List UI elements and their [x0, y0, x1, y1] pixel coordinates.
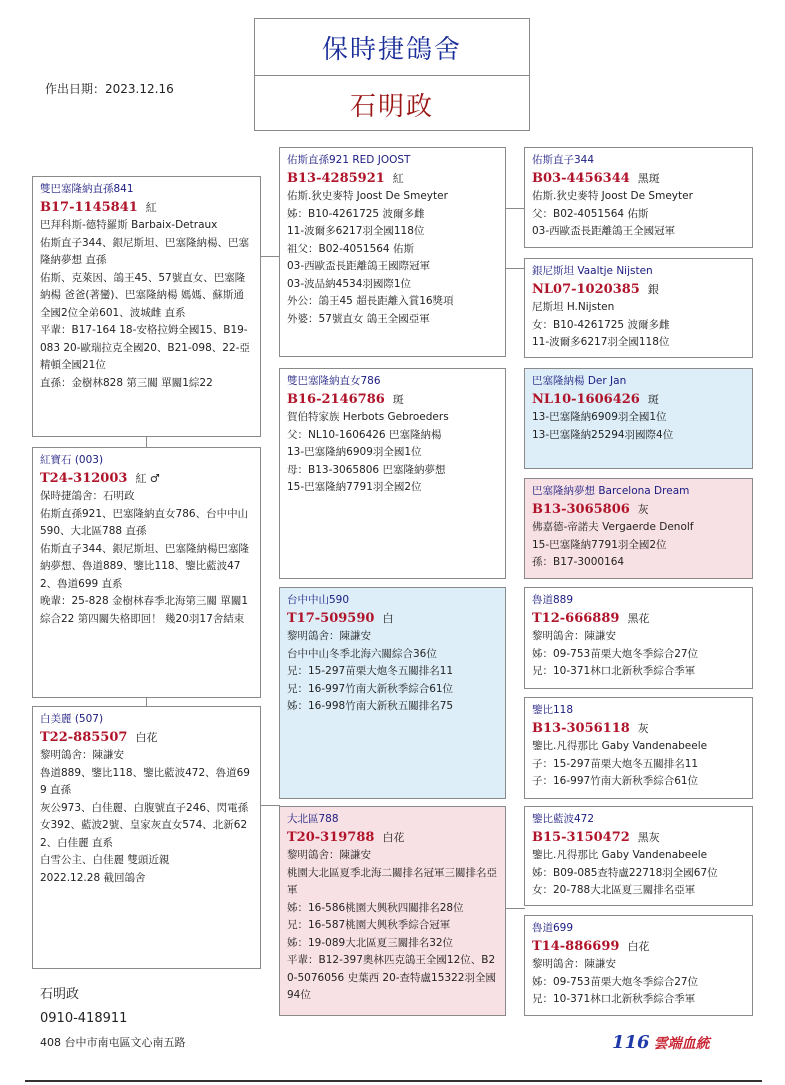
card-line: 尼斯坦 H.Nijsten	[532, 301, 615, 313]
card-line: 保時捷鴿舍：石明政	[40, 490, 135, 502]
footer-phone: 0910-418911	[40, 1011, 128, 1026]
sss-card	[524, 147, 753, 248]
card-line: 兄：10-371林口北新秋季綜合季軍	[532, 665, 696, 677]
feather-color: 黑花	[627, 611, 650, 625]
card-line: 女：20-788大北區夏三關排名亞軍	[532, 884, 696, 896]
card-line: 15-巴塞隆納7791羽全國2位	[287, 481, 422, 493]
sdd-card	[524, 478, 753, 579]
ring-row	[532, 610, 746, 629]
ring-row	[40, 199, 254, 218]
ring-row	[532, 720, 746, 739]
dsd-card	[524, 697, 753, 799]
feather-color: 白花	[627, 939, 650, 953]
connector-ss-ssd	[505, 268, 525, 269]
card-line: 鑒比.凡得那比 Gaby Vandenabeele	[532, 849, 708, 861]
card-heading: 大北區788	[287, 813, 339, 825]
ssd-card	[524, 258, 753, 358]
ring-row	[532, 938, 746, 957]
footer-name: 石明政	[40, 987, 80, 1002]
card-line: 賀伯特家族 Herbots Gebroeders	[287, 411, 449, 423]
card-heading: 雙巴塞隆納直女786	[287, 375, 381, 387]
card-line: 03-西歐盃長距離鴿王國際冠軍	[287, 260, 431, 272]
card-line: 子：15-297苗栗大炮冬五關排名11	[532, 757, 699, 770]
card-line: 母：B13-3065806 巴塞隆納夢想	[287, 463, 446, 476]
card-heading: 鑒比118	[532, 704, 574, 716]
ring-row	[532, 281, 746, 300]
card-line: 黎明鴿舍：陳謙安	[287, 630, 371, 642]
sire-card	[32, 176, 261, 437]
card-line: 台中中山冬季北海六關綜合36位	[287, 647, 437, 660]
card-heading: 佑斯直子344	[532, 154, 595, 166]
card-line: 03-波品納4534羽國際1位	[287, 277, 412, 290]
ring-number: T12-666889	[532, 610, 620, 626]
logo-text: 雲端血統	[653, 1036, 710, 1052]
dds-card	[524, 806, 753, 906]
card-line: 姊：19-089大北區夏三關排名32位	[287, 936, 454, 949]
feather-color: 黑斑	[637, 171, 660, 185]
ring-row	[287, 610, 499, 629]
card-line: 鑒比.凡得那比 Gaby Vandenabeele	[532, 740, 708, 752]
ring-row	[287, 391, 499, 410]
card-line: 白雪公主、白佳麗 雙頭近親	[40, 854, 170, 866]
card-line: 兄：15-297苗栗大炮冬五關排名11	[287, 665, 454, 677]
title-block	[254, 18, 530, 131]
ring-number: NL10-1606426	[532, 391, 640, 407]
card-line: 11-波爾多6217羽全國118位	[532, 336, 670, 348]
bottom-rule	[25, 1080, 762, 1082]
card-heading: 魯道889	[532, 594, 574, 606]
card-heading: 雙巴塞隆納直孫841	[40, 183, 134, 195]
card-line: 黎明鴿舍：陳謙安	[532, 630, 616, 642]
card-line: 平輩：B12-397奧林匹克鴿王全國12位、B20-5076056 史葉西 20-查特盧15322羽全國94位	[287, 954, 496, 1001]
ring-row	[287, 170, 499, 189]
card-line: 女：B10-4261725 波爾多雌	[532, 318, 670, 331]
card-line: 姊：16-586桃園大興秋四關排名28位	[287, 901, 464, 914]
sd-card	[279, 368, 506, 579]
dss-card	[524, 587, 753, 689]
ring-row	[40, 470, 254, 489]
ring-number: B13-3065806	[532, 501, 630, 517]
card-line: 姊：B09-085查特盧22718羽全國67位	[532, 866, 718, 879]
feather-color: 紅	[392, 171, 404, 185]
card-line: 佑斯.狄史麥特 Joost De Smeyter	[287, 190, 448, 202]
feather-color: 白花	[382, 830, 405, 844]
card-line: 佑斯直子344、銀尼斯坦、巴塞隆納楊巴塞隆納夢想、魯道889、鑒比118、鑒比藍波472、魯道699 直系	[40, 542, 250, 590]
footer-contact	[40, 983, 186, 1055]
connector-sire-ss	[260, 256, 280, 257]
card-line: 佑斯、克萊因、鴿王45、57號直女、巴塞隆納楊 爸爸(著蠻)、巴塞隆納楊 媽媽、蘇斯通全國2位全弟601、波城雌 直系	[40, 271, 246, 319]
owner-name: 石明政	[349, 91, 434, 122]
logo	[612, 1032, 710, 1053]
card-line: 孫：B17-3000164	[532, 556, 625, 568]
ring-row	[40, 729, 254, 748]
card-line: 黎明鴿舍：陳謙安	[40, 749, 124, 761]
card-line: 佑斯直孫921、巴塞隆納直女786、台中中山590、大北區788 直孫	[40, 507, 249, 537]
feather-color: 黑灰	[637, 830, 660, 844]
card-line: 外婆：57號直女 鴿王全國亞軍	[287, 312, 430, 325]
card-heading: 佑斯直孫921 RED JOOST	[287, 154, 411, 166]
date-label: 作出日期：2023.12.16	[45, 82, 174, 96]
card-line: 姊：09-753苗栗大炮冬季綜合27位	[532, 975, 699, 988]
sds-card	[524, 368, 753, 469]
ddd-card	[524, 915, 753, 1016]
footer-address: 408 台中市南屯區文心南五路	[40, 1036, 186, 1049]
card-heading: 紅寶石 (003)	[40, 454, 104, 466]
card-line: 兄：16-587桃園大興秋季綜合冠軍	[287, 919, 451, 931]
ring-number: NL07-1020385	[532, 281, 640, 297]
ring-number: T14-886699	[532, 938, 620, 954]
card-line: 晚輩：25-828 金樹林春季北海第三關 單關1 綜合22 第四關失格即回！ 幾20羽17舍結束	[40, 595, 252, 625]
connector-subject-dam	[146, 697, 147, 706]
card-line: 巴拜科斯-德特羅斯 Barbaix-Detraux	[40, 219, 218, 231]
card-line: 03-西歐盃長距離鴿王全國冠軍	[532, 225, 676, 237]
connector-ss-sss	[505, 208, 525, 209]
ss-card	[279, 147, 506, 357]
card-line: 父：NL10-1606426 巴塞隆納楊	[287, 428, 442, 441]
card-line: 姊：16-998竹南大新秋五關排名75	[287, 700, 454, 712]
card-heading: 台中中山590	[287, 594, 350, 606]
feather-color: 紅	[145, 200, 157, 214]
ring-row	[287, 829, 499, 848]
card-line: 佑斯直子344、銀尼斯坦、巴塞隆納楊、巴塞隆納夢想 直孫	[40, 236, 250, 266]
feather-color: 銀	[647, 282, 659, 296]
card-line: 11-波爾多6217羽全國118位	[287, 225, 425, 237]
ring-number: T24-312003	[40, 470, 128, 486]
ring-row	[532, 829, 746, 848]
card-line: 魯道889、鑒比118、鑒比藍波472、魯道699 直孫	[40, 766, 250, 796]
card-line: 姊：B10-4261725 波爾多雌	[287, 207, 425, 220]
card-heading: 鑒比藍波472	[532, 813, 595, 825]
ring-number: B15-3150472	[532, 829, 630, 845]
card-heading: 白美麗 (507)	[40, 713, 104, 725]
card-heading: 巴塞隆納楊 Der Jan	[532, 375, 627, 387]
feather-color: 紅 ♂	[135, 471, 160, 485]
loft-name: 保時捷鴿舍	[255, 19, 529, 76]
card-line: 直孫：金樹林828 第三關 單關1綜22	[40, 376, 213, 389]
ring-row	[532, 391, 746, 410]
feather-color: 白	[382, 611, 394, 625]
ring-number: B13-3056118	[532, 720, 630, 736]
ring-number: B16-2146786	[287, 391, 385, 407]
card-line: 姊：09-753苗栗大炮冬季綜合27位	[532, 647, 699, 660]
card-line: 13-巴塞隆納25294羽國際4位	[532, 428, 674, 441]
card-line: 父：B02-4051564 佑斯	[532, 207, 649, 220]
ring-number: B17-1145841	[40, 199, 138, 215]
card-line: 佑斯.狄史麥特 Joost De Smeyter	[532, 190, 693, 202]
connector-dam-dd	[260, 805, 280, 806]
card-line: 桃園大北區夏季北海二關排名冠軍三關排名亞軍	[287, 866, 497, 896]
card-line: 2022.12.28 截回鴿舍	[40, 871, 146, 884]
ring-row	[532, 501, 746, 520]
logo-number: 116	[612, 1032, 650, 1053]
subject-card	[32, 447, 261, 698]
feather-color: 白花	[135, 730, 158, 744]
card-line: 黎明鴿舍：陳謙安	[532, 958, 616, 970]
card-line: 13-巴塞隆納6909羽全國1位	[287, 446, 422, 458]
ring-number: T20-319788	[287, 829, 375, 845]
card-line: 平輩：B17-164 18-安格拉姆全國15、B19-083 20-歐瑞拉克全國20、B21-098、22-亞精頓全國21位	[40, 324, 250, 371]
card-heading: 巴塞隆納夢想 Barcelona Dream	[532, 485, 690, 497]
card-line: 灰公973、白佳麗、白腹號直子246、閃電孫女392、藍波2號、皇家灰直女574、北新622、白佳麗 直系	[40, 801, 249, 849]
feather-color: 灰	[637, 721, 649, 735]
card-line: 佛嘉德-帝諾夫 Vergaerde Denolf	[532, 521, 694, 533]
card-line: 外公：鴿王45 超長距離入賞16獎項	[287, 295, 454, 307]
feather-color: 斑	[392, 392, 404, 406]
ring-number: T22-885507	[40, 729, 128, 745]
dd-card	[279, 806, 506, 1016]
dam-card	[32, 706, 261, 969]
card-line: 13-巴塞隆納6909羽全國1位	[532, 411, 667, 423]
feather-color: 灰	[637, 502, 649, 516]
card-heading: 銀尼斯坦 Vaaltje Nijsten	[532, 265, 653, 277]
card-line: 15-巴塞隆納7791羽全國2位	[532, 538, 667, 551]
connector-dd-ddd	[505, 908, 525, 909]
card-line: 子：16-997竹南大新秋季綜合61位	[532, 775, 699, 787]
card-heading: 魯道699	[532, 922, 574, 934]
card-line: 祖父：B02-4051564 佑斯	[287, 242, 414, 255]
ring-number: B13-4285921	[287, 170, 385, 186]
card-line: 兄：10-371林口北新秋季綜合季軍	[532, 993, 696, 1005]
ring-row	[532, 170, 746, 189]
feather-color: 斑	[647, 392, 659, 406]
ds-card	[279, 587, 506, 799]
card-line: 兄：16-997竹南大新秋季綜合61位	[287, 682, 454, 695]
ring-number: B03-4456344	[532, 170, 630, 186]
card-line: 黎明鴿舍：陳謙安	[287, 849, 371, 861]
ring-number: T17-509590	[287, 610, 375, 626]
